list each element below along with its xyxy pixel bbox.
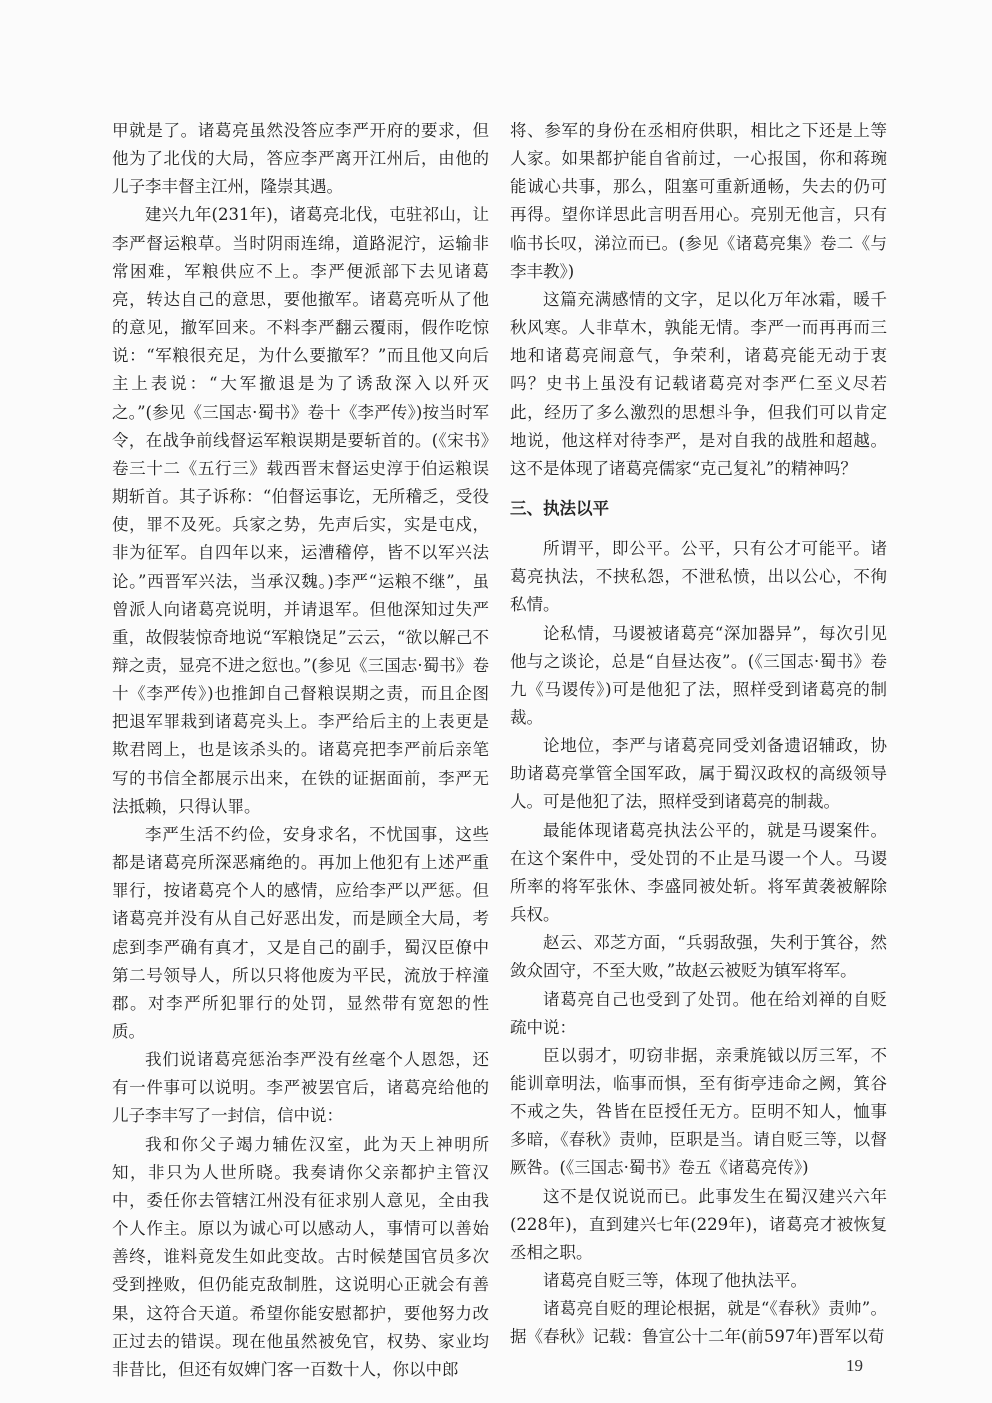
paragraph: 建兴九年(231年)，诸葛亮北伐，屯驻祁山，让李严督运粮草。当时阴雨连绵，道路泥泞，运输非常困难，军粮供应不上。李严便派部下去见诸葛亮，转达自己的意思，要他撤军。诸葛亮听从了他的意见，撤军回来。不料李严翻云覆雨，假作吃惊说：“军粮很充足，为什么要撤军？”而且他又向后主上表说：“大军撤退是为了诱敌深入以歼灭之。”(参见《三国志·蜀书》卷十《李严传》)按当时军令，在战争前线督运军粮误期是要斩首的。(《宋书》卷三十二《五行三》载西晋末督运史淳于伯运粮误期斩首。其子诉称：“伯督运事讫，无所稽乏，受役使，罪不及死。兵家之势，先声后实，实是屯戍，非为征军。自四年以来，运漕稽停，皆不以军兴法论。”西晋军兴法，当承汉魏。)李严“运粮不继”，虽曾派人向诸葛亮说明，并请退军。但他深知过失严重，故假装惊奇地说“军粮饶足”云云，“欲以解己不辩之责，显亮不进之愆也。”(参见《三国志·蜀书》卷十《李严传》)也推卸自己督粮误期之责，而且企图把退军罪栽到诸葛亮头上。李严给后主的上表更是欺君罔上，也是该杀头的。诸葛亮把李严前后亲笔写的书信全都展示出来，在铁的证据面前，李严无法抵赖，只得认罪。 [112,205,489,816]
paragraph: 所谓平，即公平。公平，只有公才可能平。诸葛亮执法，不挟私怨，不泄私愤，出以公心，不徇私情。 [510,539,887,615]
paragraph: 这篇充满感情的文字，足以化万年冰霜，暖千秋风寒。人非草木，孰能无情。李严一而再再而三地和诸葛亮闹意气，争荣利，诸葛亮能无动于衷吗？史书上虽没有记载诸葛亮对李严仁至义尽若此，经历了多么激烈的思想斗争，但我们可以肯定地说，他这样对待李严，是对自我的战胜和超越。这不是体现了诸葛亮儒家“克己复礼”的精神吗？ [510,289,887,478]
left-column [112,117,489,1384]
paragraph: 甲就是了。诸葛亮虽然没答应李严开府的要求，但他为了北伐的大局，答应李严离开江州后，由他的儿子李丰督主江州，隆崇其遇。 [112,121,489,197]
page-number: 19 [846,1356,863,1375]
paragraph: 这不是仅说说而已。此事发生在蜀汉建兴六年(228年)，直到建兴七年(229年)，诸葛亮才被恢复丞相之职。 [510,1186,887,1262]
quoted-paragraph: 臣以弱才，叨窃非据，亲秉旄钺以厉三军，不能训章明法，临事而惧，至有街亭违命之阙，箕谷不戒之失，咎皆在臣授任无方。臣明不知人，恤事多暗，《春秋》责帅，臣职是当。请自贬三等，以督厥咎。(《三国志·蜀书》卷五《诸葛亮传》) [510,1045,887,1178]
paragraph: 我们说诸葛亮惩治李严没有丝毫个人恩怨，还有一件事可以说明。李严被罢官后，诸葛亮给他的儿子李丰写了一封信，信中说： [112,1050,489,1126]
paragraph: 我和你父子竭力辅佐汉室，此为天上神明所知，非只为人世所晓。我奏请你父亲都护主管汉中，委任你去管辖江州没有征求别人意见，全由我个人作主。原以为诚心可以感动人，事情可以善始善终，谁料竟发生如此变故。古时候楚国官员多次受到挫败，但仍能克敌制胜，这说明心正就会有善果，这符合天道。希望你能安慰都护，要他努力改正过去的错误。现在他虽然被免官，权势、家业均非昔比，但还有奴婢门客一百数十人，你以中郎 [112,1134,489,1379]
section-heading: 三、执法以平 [510,499,609,519]
paragraph: 诸葛亮自己也受到了处罚。他在给刘禅的自贬疏中说： [510,989,887,1037]
paragraph: 赵云、邓芝方面，“兵弱敌强，失利于箕谷，然敛众固守，不至大败，”故赵云被贬为镇军将军。 [510,933,887,981]
paragraph: 诸葛亮自贬三等，体现了他执法平。 [543,1271,807,1291]
paragraph: 最能体现诸葛亮执法公平的，就是马谡案件。在这个案件中，受处罚的不止是马谡一个人。马谡所率的将军张休、李盛同被处斩。将军黄袭被解除兵权。 [510,820,887,925]
paragraph: 论地位，李严与诸葛亮同受刘备遗诏辅政，协助诸葛亮掌管全国军政，属于蜀汉政权的高级领导人。可是他犯了法，照样受到诸葛亮的制裁。 [510,736,887,812]
paragraph: 李严生活不约俭，安身求名，不忧国事，这些都是诸葛亮所深恶痛绝的。再加上他犯有上述严重罪行，按诸葛亮个人的感情，应给李严以严惩。但诸葛亮并没有从自己好恶出发，而是顾全大局，考虑到李严确有真才，又是自己的副手，蜀汉臣僚中第二号领导人，所以只将他废为平民，流放于梓潼郡。对李严所犯罪行的处罚，显然带有宽恕的性质。 [112,824,489,1041]
paragraph: 将、参军的身份在丞相府供职，相比之下还是上等人家。如果都护能自省前过，一心报国，你和蒋琬能诚心共事，那么，阻塞可重新通畅，失去的仍可再得。望你详思此言明吾用心。亮别无他言，只有临书长叹，涕泣而已。(参见《诸葛亮集》卷二《与李丰教》) [510,121,887,281]
paragraph: 诸葛亮自贬的理论根据，就是“《春秋》责帅”。据《春秋》记载：鲁宣公十二年(前597年)晋军以荀 [510,1299,887,1347]
right-column [510,117,887,1352]
paragraph: 论私情，马谡被诸葛亮“深加器异”，每次引见他与之谈论，总是“自昼达夜”。(《三国志·蜀书》卷九《马谡传》)可是他犯了法，照样受到诸葛亮的制裁。 [510,623,887,727]
